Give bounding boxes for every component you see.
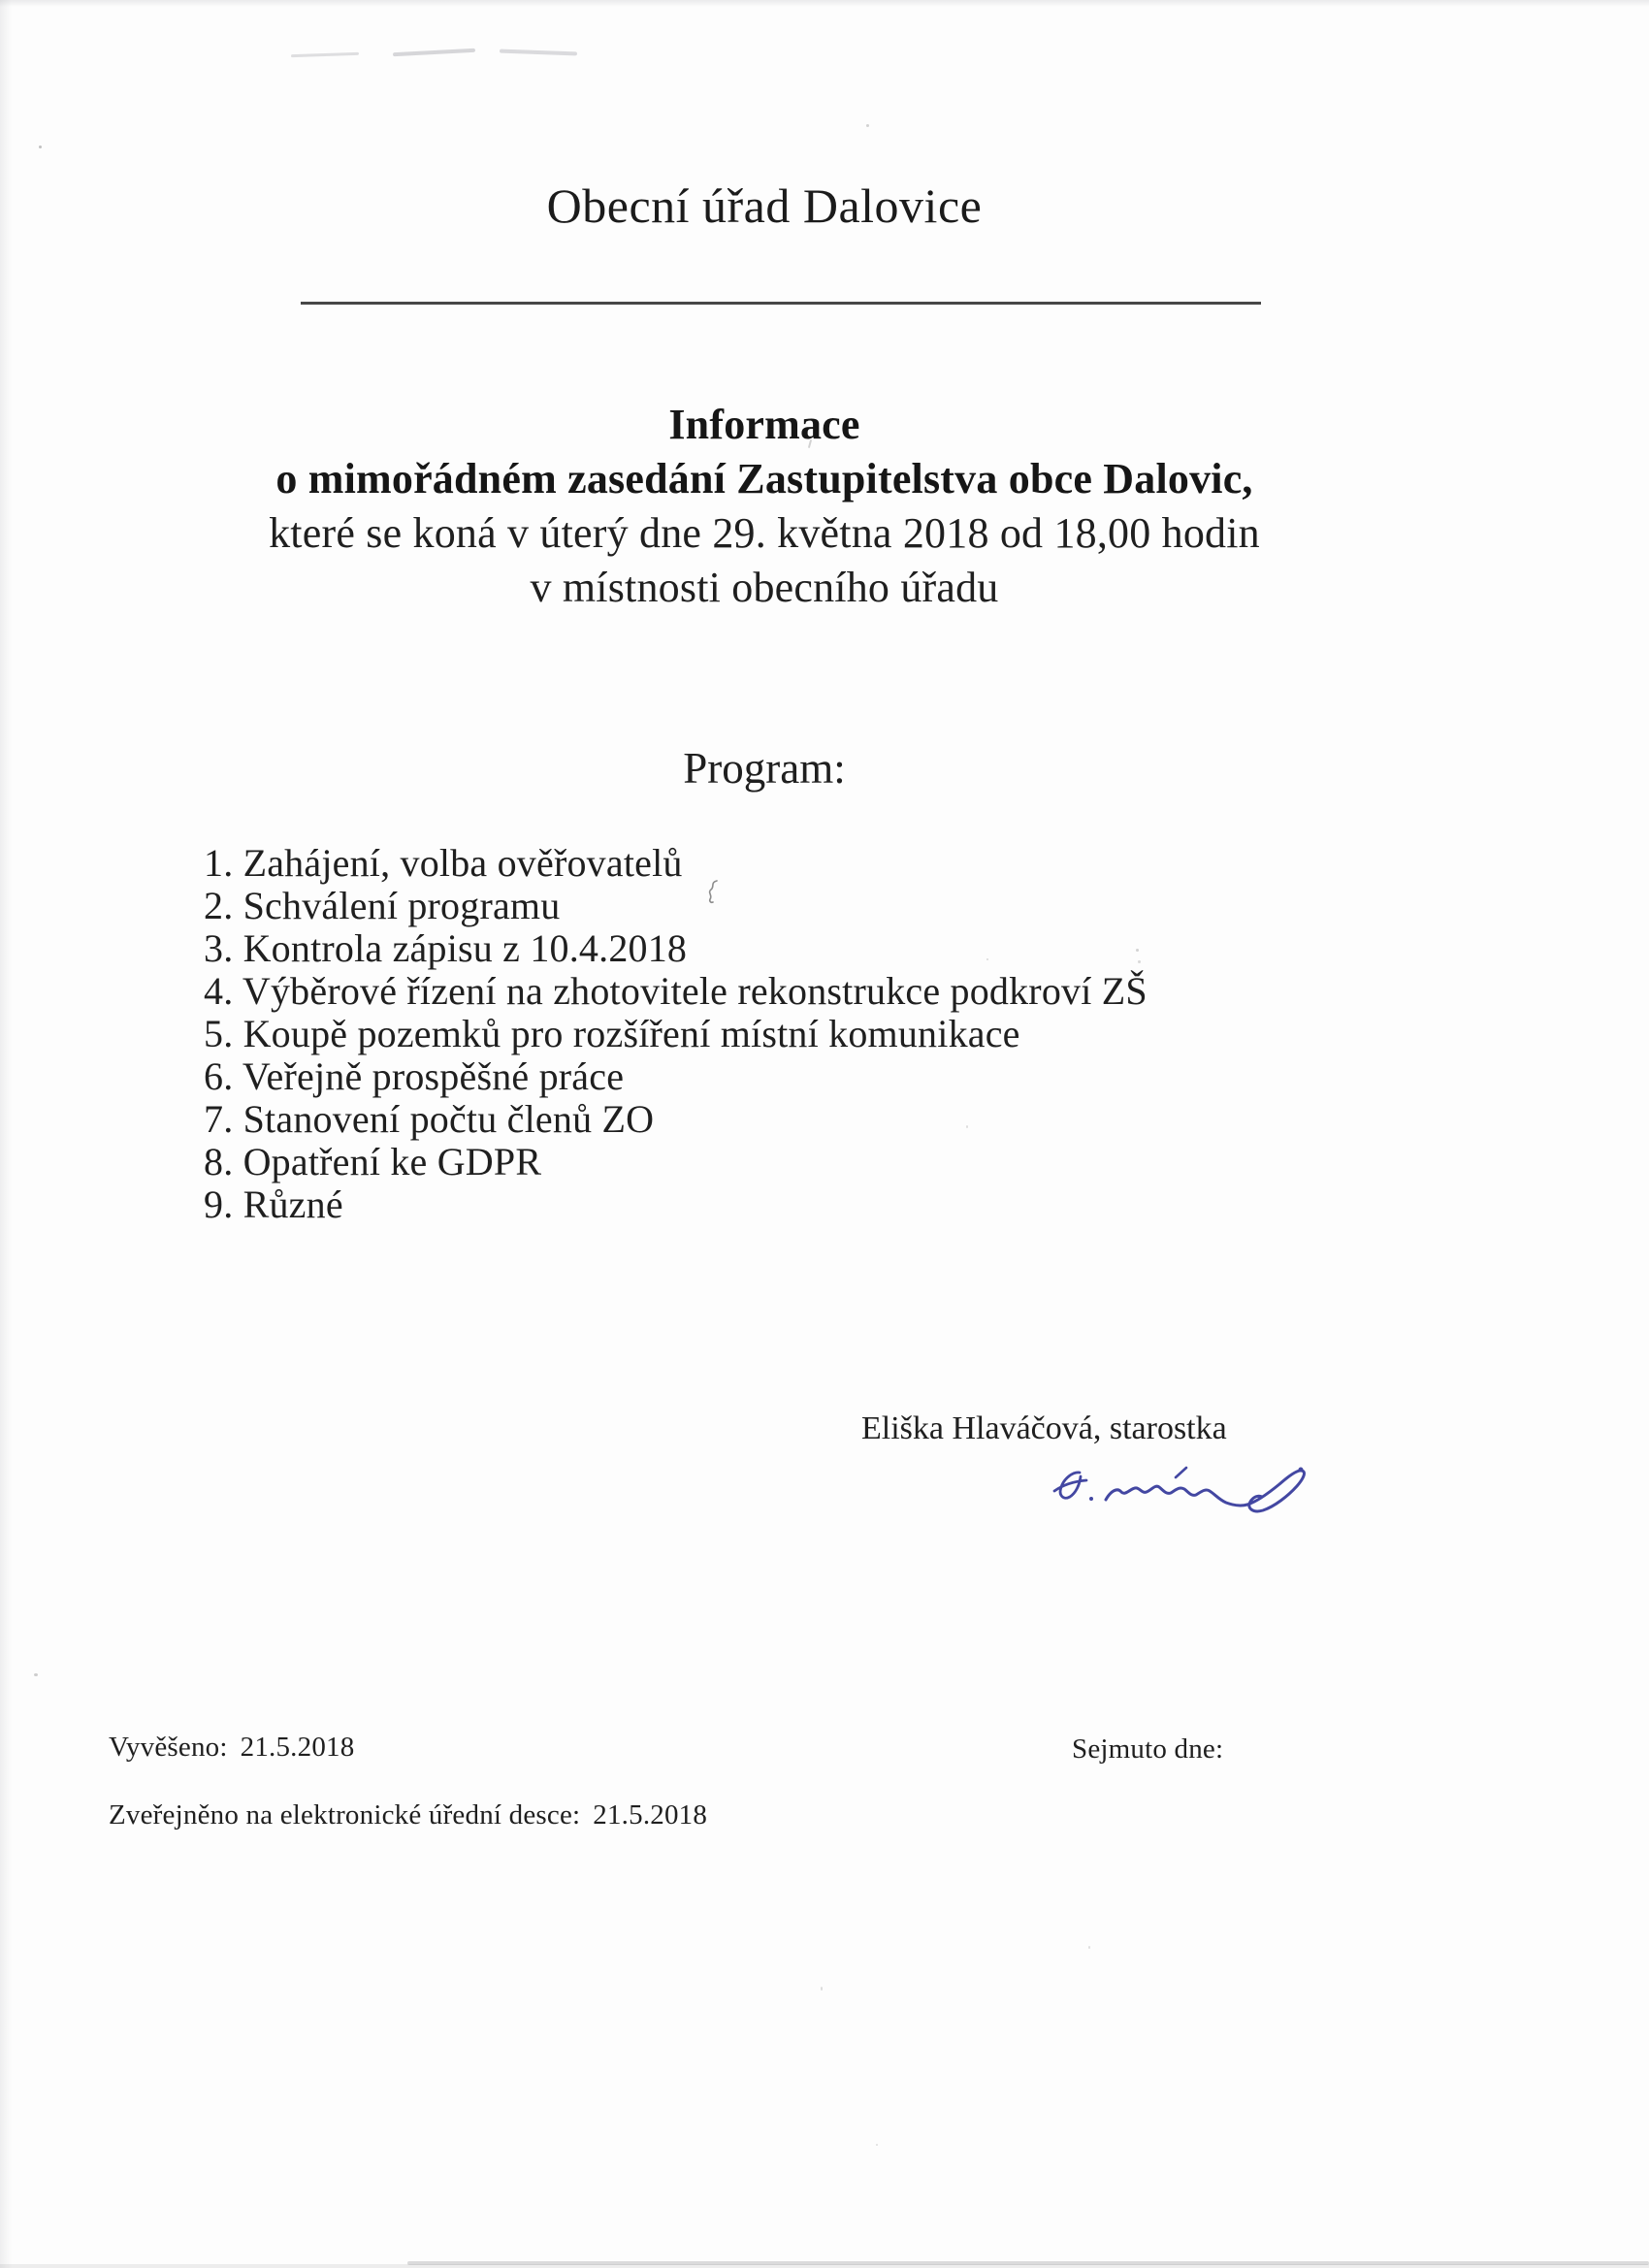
agenda-item-5: 5. Koupě pozemků pro rozšíření místní komunikace [204,1012,1020,1055]
scan-speck [34,1673,38,1676]
published-label: Zveřejněno na elektronické úřední desce: [109,1799,581,1831]
heading-line-datetime: které se koná v úterý dne 29. května 2018 od 18,00 hodin [269,509,1260,557]
signature-dot-after-initial [1089,1497,1093,1501]
office-title: Obecní úřad Dalovice [546,178,983,233]
scan-speck [866,124,869,127]
signature-accent-stroke [1176,1468,1186,1477]
heading-line-place: v místnosti obecního úřadu [530,564,999,611]
scan-smudge [500,49,577,56]
signature-end-dot [1299,1468,1304,1473]
removed-line [1072,1733,1223,1766]
agenda-item-9: 9. Různé [204,1183,343,1226]
published-line [109,1798,707,1831]
program-label: Program: [683,744,846,793]
agenda-item-3: 3. Kontrola zápisu z 10.4.2018 [204,926,688,970]
scan-edge-shade-bottom-full [0,2264,1649,2268]
horizontal-rule [301,302,1261,305]
agenda-list [204,842,1148,1226]
agenda-item-8: 8. Opatření ke GDPR [204,1140,542,1183]
scan-edge-shade-left [0,0,12,2268]
scan-smudge [393,49,475,56]
scan-speck [876,2144,878,2146]
heading-line-session: o mimořádném zasedání Zastupitelstva obce Dalovic, [275,455,1253,502]
heading-line-informace: Informace [668,401,860,448]
agenda-item-1: 1. Zahájení, volba ověřovatelů [204,841,683,885]
scan-smudge [291,52,359,57]
agenda-item-6: 6. Veřejně prospěšné práce [204,1054,625,1098]
scan-speck [821,1987,823,1991]
scan-speck [1088,1946,1090,1949]
notice-heading [0,398,1529,615]
signature-initial-stroke [1054,1473,1086,1498]
posted-date: 21.5.2018 [240,1732,355,1763]
posted-label: Vyvěšeno: [109,1732,228,1763]
handwritten-signature [1044,1459,1335,1537]
signer-name: Eliška Hlaváčová, starostka [861,1410,1227,1446]
published-date: 21.5.2018 [593,1799,708,1831]
removed-label: Sejmuto dne: [1072,1733,1224,1765]
agenda-item-7: 7. Stanovení počtu členů ZO [204,1097,655,1141]
agenda-item-2: 2. Schválení programu [204,884,561,927]
posted-line [109,1731,354,1764]
scan-edge-shade-top [0,0,1649,7]
agenda-item-4: 4. Výběrové řízení na zhotovitele rekonstrukce podkroví ZŠ [204,969,1148,1013]
signature-main-stroke [1106,1471,1304,1511]
scan-speck [39,146,42,148]
